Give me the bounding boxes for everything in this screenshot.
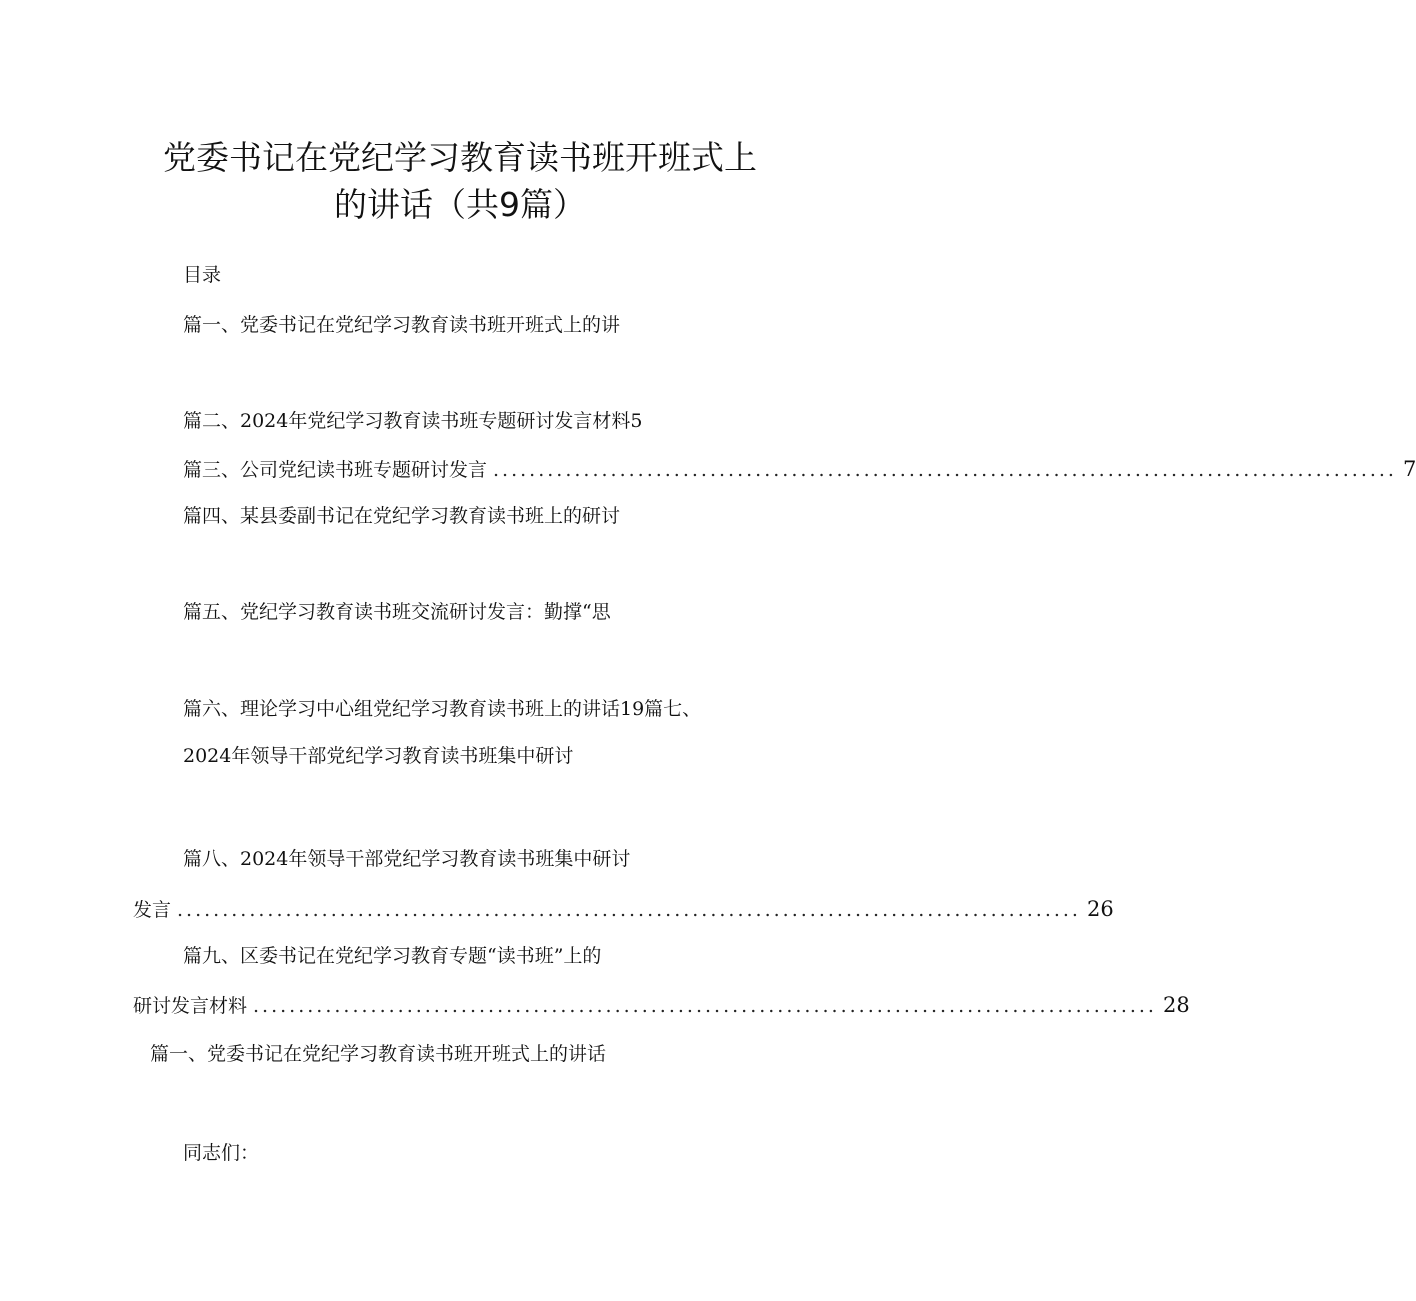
toc-entry-9-continued[interactable] (133, 992, 1190, 1019)
toc-entry-6[interactable]: 篇六、理论学习中心组党纪学习教育读书班上的讲话19篇七、 (183, 698, 702, 720)
toc-entry-8-text: 发言 (133, 899, 172, 921)
toc-leader-dots: .................................................................................................... (177, 899, 1081, 921)
salutation: 同志们： (183, 1142, 260, 1164)
toc-entry-8-continued[interactable] (133, 896, 1114, 923)
toc-entry-3[interactable] (183, 456, 1416, 483)
toc-leader-dots: .................................................................................................... (493, 459, 1397, 481)
toc-heading: 目录 (183, 264, 222, 286)
toc-entry-1[interactable]: 篇一、党委书记在党纪学习教育读书班开班式上的讲 (183, 314, 621, 336)
toc-entry-9-text: 研讨发言材料 (133, 995, 248, 1017)
section-heading: 篇一、党委书记在党纪学习教育读书班开班式上的讲话 (150, 1043, 607, 1065)
toc-entry-2[interactable]: 篇二、2024年党纪学习教育读书班专题研讨发言材料5 (183, 410, 643, 432)
toc-entry-9[interactable]: 篇九、区委书记在党纪学习教育专题“读书班”上的 (183, 945, 602, 967)
toc-entry-8[interactable]: 篇八、2024年领导干部党纪学习教育读书班集中研讨 (183, 848, 631, 870)
toc-entry-6-continued[interactable]: 2024年领导干部党纪学习教育读书班集中研讨 (183, 745, 574, 767)
toc-leader-dots: .................................................................................................... (253, 995, 1157, 1017)
toc-entry-4[interactable]: 篇四、某县委副书记在党纪学习教育读书班上的研讨 (183, 505, 621, 527)
toc-entry-8-page: 26 (1086, 897, 1114, 921)
toc-entry-3-page: 7 (1402, 457, 1416, 481)
toc-entry-3-text: 篇三、公司党纪读书班专题研讨发言 (183, 459, 488, 481)
document-title-line-1: 党委书记在党纪学习教育读书班开班式上 (163, 138, 757, 177)
document-title-line-2: 的讲话（共9篇） (334, 185, 586, 224)
toc-entry-9-page: 28 (1162, 993, 1190, 1017)
toc-entry-5[interactable]: 篇五、党纪学习教育读书班交流研讨发言：勤撑“思 (183, 601, 611, 623)
